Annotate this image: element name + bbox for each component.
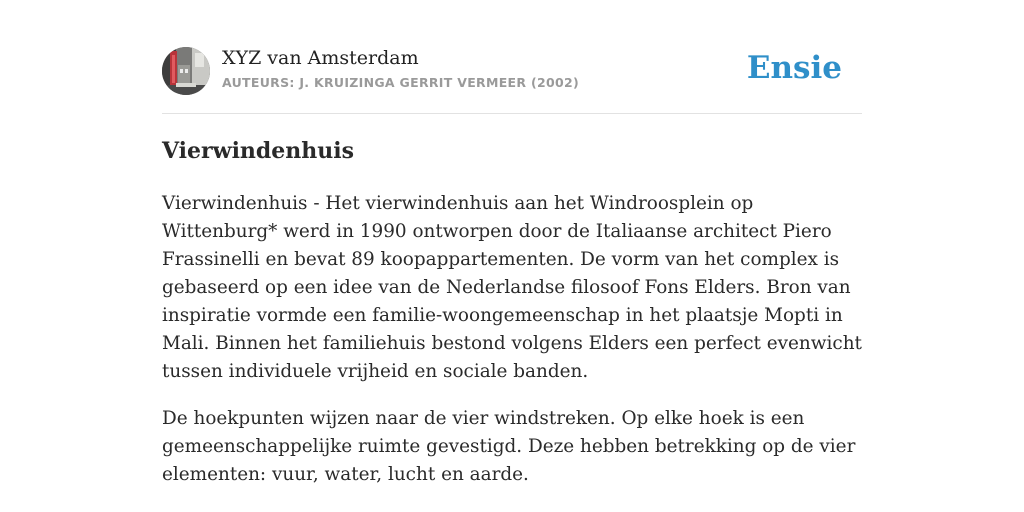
header-divider <box>162 113 862 114</box>
entry-paragraph: De hoekpunten wijzen naar de vier windstreken. Op elke hoek is een gemeenschappelijke ruimte gevestigd. Deze hebben betrekking op de vier elementen: vuur, water, lucht en aarde. <box>162 408 856 485</box>
book-cover-icon <box>162 47 210 95</box>
source-header <box>162 46 862 96</box>
source-authors: AUTEURS: J. KRUIZINGA GERRIT VERMEER (2002) <box>222 75 579 90</box>
entry-paragraph: Vierwindenhuis - Het vierwindenhuis aan het Windroosplein op Wittenburg* werd in 1990 ontworpen door de Italiaanse architect Piero Frassinelli en bevat 89 koopappartementen. De vorm van het complex is gebaseerd op een idee van de Nederlandse filosoof Fons Elders. Bron van inspiratie vormde een familie-woongemeenschap in het plaatsje Mopti in Mali. Binnen het familiehuis bestond volgens Elders een perfect evenwicht tussen individuele vrijheid en sociale banden. <box>162 193 862 382</box>
entry-title: Vierwindenhuis <box>162 138 355 164</box>
ensie-logo[interactable]: Ensie <box>746 50 842 86</box>
source-title-link[interactable]: XYZ van Amsterdam <box>222 47 419 69</box>
source-avatar[interactable] <box>162 47 210 95</box>
entry-body <box>162 190 862 508</box>
